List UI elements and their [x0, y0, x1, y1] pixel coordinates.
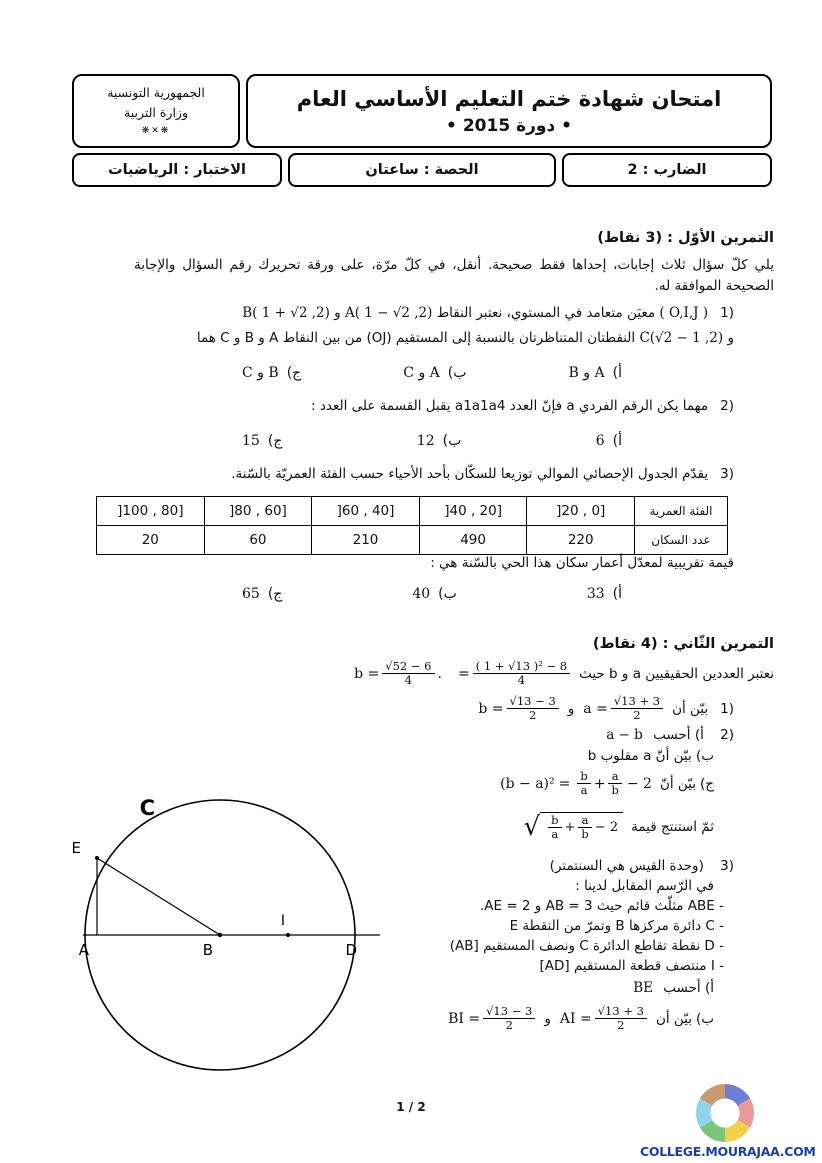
- cell-count-0: 220: [527, 526, 635, 555]
- ex2-q2c-plus: +: [593, 775, 606, 792]
- b-definition: b = $\frac{√52 - 6}{4}$ .: [354, 659, 442, 688]
- geometry-diagram: [55, 775, 385, 1085]
- ex2-q2b-label: ب): [696, 748, 714, 764]
- ex2-q2c-f1-den: a: [580, 783, 588, 798]
- ex2-q2c-minus2: − 2: [626, 775, 652, 792]
- q1-number: 1): [720, 305, 734, 321]
- cell-count-3: 60: [204, 526, 312, 555]
- ex2-q2c-f1-num: b: [580, 769, 588, 783]
- q1-conj-2: و: [727, 330, 734, 346]
- exercise1-q3-line: [231, 466, 734, 482]
- exercise2-intro-text: نعتبر العددين الحقيقيين a و b حيث: [579, 665, 774, 682]
- ex2-q3-unit-note: (وحدة القيس هي السنتمتر): [549, 858, 704, 874]
- q3-option-c[interactable]: ج)65: [242, 586, 283, 602]
- ex2-q3a-expr: BE: [633, 980, 653, 996]
- ex2-q1-text: بيّن أن: [672, 700, 709, 717]
- cell-class-4: [80 , 100[: [97, 497, 205, 526]
- ex2-q2c-eq: =: [558, 775, 571, 792]
- exercise1-q3-options: [242, 586, 622, 602]
- row-header-age-class: الفئة العمرية: [635, 497, 728, 526]
- ex2-q3-bullet-1: - C دائرة مركزها B وتمرّ من النقطة E: [509, 918, 724, 934]
- exercise2-q3-lead: في الرّسم المقابل لدينا :: [575, 878, 714, 894]
- sqrt-icon: √: [523, 811, 541, 842]
- statistics-table: [96, 496, 728, 555]
- exercise1-q1-line2: [197, 330, 734, 346]
- exercise2-q2-c-line: [500, 770, 714, 798]
- exercise1-instructions: يلي كلّ سؤال ثلاث إجابات، إحداها فقط صحيحة. أنقل، في كلّ مرّة، على ورقة تحريرك رقم السؤال والإجابة الصحيحة الموافقة له.: [134, 257, 774, 294]
- site-url-label: COLLEGE.MOURAJAA.COM: [640, 1144, 816, 1159]
- ex2-q2d-f1-num: b: [551, 813, 559, 827]
- ex2-q1-a-value: a = $\frac{√13 + 3}{2}$: [580, 695, 666, 723]
- ex2-q3b-BI-num: √13 − 3: [486, 1004, 533, 1018]
- table-row-classes: [97, 497, 728, 526]
- ex2-q3b-label: ب): [696, 1010, 714, 1027]
- coefficient-box: الضارب : 2: [562, 153, 772, 187]
- ex2-q3-a-line: [633, 980, 714, 996]
- ex2-q2d-text: ثمّ استنتج قيمة: [631, 818, 714, 835]
- cell-count-4: 20: [97, 526, 205, 555]
- q2-number: 2): [720, 398, 734, 414]
- ex2-q3b-AI-num: √13 + 3: [597, 1004, 644, 1018]
- logo-ring-icon: [640, 1082, 810, 1144]
- cell-count-1: 490: [419, 526, 527, 555]
- cell-class-2: [40 , 60[: [312, 497, 420, 526]
- ex2-q2c-f2-num: a: [611, 769, 619, 783]
- ex2-q3-bullet-3: - I منتصف قطعة المستقيم [AD]: [539, 958, 724, 974]
- ex2-q3b-BI: [445, 1005, 538, 1033]
- ex2-q1-b-value: b = $\frac{√13 - 3}{2}$: [475, 695, 561, 723]
- label-point-E: E: [71, 839, 81, 857]
- exam-title-box: [246, 74, 772, 148]
- row-header-population: عدد السكان: [635, 526, 728, 555]
- ex2-q3b-AI-den: 2: [617, 1018, 625, 1033]
- subject-box: الاختبار : الرياضيات: [72, 153, 282, 187]
- q1-basis: ( O,I,J ): [659, 305, 709, 321]
- ministry-stars-icon: ❋✕❋: [141, 126, 171, 137]
- q1-point-a: A( 1 − √2 ,2): [344, 305, 433, 321]
- ex2-q2a-expr: a − b: [606, 727, 643, 743]
- ex2-q3-bullet-0: - ABE مثلّث قائم حيث AB = 3 و AE = 2.: [479, 898, 724, 914]
- page-number: 1 / 2: [396, 1100, 426, 1114]
- exercise2-title: التمرين الثّاني : (4 نقاط): [592, 636, 774, 652]
- q2-option-b[interactable]: ب)12: [416, 433, 462, 449]
- label-point-B: B: [202, 941, 213, 959]
- point-B-dot: [218, 933, 222, 937]
- ex2-q3b-conj: و: [544, 1010, 551, 1027]
- ex2-q2c-left: (b − a)²: [500, 775, 555, 792]
- q1-text-a: معيَن متعامد في المستوي، نعتبر النقاط: [436, 305, 656, 321]
- ex2-q2d-sqrt: [524, 812, 624, 842]
- b-def-num: √52 − 6: [385, 659, 432, 673]
- ex2-q3b-BI-den: 2: [505, 1018, 513, 1033]
- ex2-q2c-equation: [500, 770, 652, 798]
- exercise2-q2-a-line: [606, 727, 734, 743]
- ex2-q3b-AI-label: AI =: [559, 1010, 592, 1027]
- exercise2-intro-line: [347, 660, 774, 688]
- cell-count-2: 210: [312, 526, 420, 555]
- label-point-A: A: [78, 941, 89, 959]
- cell-class-3: [60 , 80[: [204, 497, 312, 526]
- exam-title-line1: امتحان شهادة ختم التعليم الأساسي العام: [296, 86, 722, 111]
- ex2-q2a-text: أحسب: [653, 727, 691, 743]
- point-I-dot: [286, 933, 290, 937]
- ex2-q1-a-num: √13 + 3: [613, 694, 661, 708]
- q3-option-a[interactable]: أ)33: [586, 586, 622, 602]
- geometry-svg: [55, 775, 385, 1085]
- exercise1-q1-line1: [242, 305, 734, 321]
- ex2-q2b-text: بيّن أنّ a مقلوب b: [587, 748, 692, 764]
- ex2-q3-number: 3): [720, 858, 734, 874]
- q1-text-b: النقطتان المتناظرتان بالنسبة إلى المستقيم (OJ) من بين النقاط A و B و C هما: [196, 330, 636, 346]
- ex2-q1-number: 1): [720, 700, 734, 717]
- statistics-table-wrap: [96, 496, 728, 555]
- cell-class-0: [0 , 20[: [527, 497, 635, 526]
- ex2-q2d-plus: +: [564, 820, 576, 836]
- ministry-box: [72, 74, 240, 148]
- ex2-q2d-f1-den: a: [551, 827, 559, 842]
- ex2-q2a-label: أ): [694, 727, 704, 743]
- ministry-label: وزارة التربية: [124, 105, 189, 121]
- ex2-q3a-text: أحسب: [663, 980, 701, 996]
- q3-text: يقدّم الجدول الإحصائي الموالي توزيعا للسكّان بأحد الأحياء حسب الفئة العمريّة بالسّنة.: [231, 466, 709, 482]
- q1-point-b: B( 1 + √2 ,2): [242, 305, 330, 321]
- header-top-row: [72, 74, 772, 148]
- exercise1-q1-options: [242, 365, 622, 381]
- ex2-q3-bullet-2: - D نقطة تقاطع الدائرة C ونصف المستقيم [AB): [449, 938, 724, 954]
- ex2-q3b-text: بيّن أن: [655, 1010, 693, 1027]
- duration-box: الحصة : ساعتان: [288, 153, 556, 187]
- q2-text: مهما يكن الرقم الفردي a فإنّ العدد a1a1a4 يقبل القسمة على العدد :: [311, 398, 709, 414]
- exercise2-q2-d-line: [522, 812, 714, 842]
- cell-class-1: [20 , 40[: [419, 497, 527, 526]
- ex2-q2-number: 2): [720, 727, 734, 743]
- ex2-q2d-minus2: − 2: [594, 820, 619, 836]
- site-logo: [640, 1082, 816, 1160]
- q2-option-a[interactable]: أ)6: [595, 433, 622, 449]
- ex2-q1-conj: و: [567, 700, 575, 717]
- a-def-den: 4: [517, 673, 526, 688]
- q1-option-c[interactable]: ج)B و C: [242, 365, 302, 381]
- q2-option-c[interactable]: ج)15: [242, 433, 283, 449]
- ex2-q2d-f2-den: b: [581, 827, 589, 842]
- exercise2-q1-line: [469, 695, 734, 723]
- a-def-num: ( 1 + √13 )² − 8: [475, 659, 568, 673]
- q1-option-a[interactable]: أ)A و B: [568, 365, 622, 381]
- label-circle-C: C: [139, 796, 155, 820]
- exam-header: [72, 74, 772, 187]
- segment-EB: [97, 858, 220, 935]
- exercise1-q2-options: [242, 433, 622, 449]
- exercise1-q2-line: [311, 398, 734, 414]
- label-point-D: D: [345, 941, 357, 959]
- point-E-dot: [95, 856, 99, 860]
- q3-option-b[interactable]: ب)40: [412, 586, 457, 602]
- ex2-q1-a-den: 2: [633, 708, 641, 723]
- ex2-q2c-text: بيّن أنّ: [659, 775, 697, 792]
- ex2-q1-b-num: √13 − 3: [509, 694, 556, 708]
- q1-point-c: C(√2 − 1 ,2): [639, 330, 724, 346]
- exercise2-q3-line: [550, 858, 734, 874]
- republic-label: الجمهورية التونسية: [107, 85, 205, 101]
- ex2-q2c-f2-den: b: [611, 783, 619, 798]
- a-definition: = $\frac{\text{( 1 + √13 )² − 8}}{4}$: [455, 660, 573, 688]
- label-point-I: I: [280, 913, 285, 929]
- q1-option-b[interactable]: ب)A و C: [403, 365, 467, 381]
- ex2-q3a-label: أ): [704, 980, 714, 996]
- table-row-counts: [97, 526, 728, 555]
- exercise1-q3-subtext: قيمة تقريبية لمعدّل أعمار سكان هذا الحي بالسّنة هي :: [430, 555, 734, 571]
- ex2-q3b-BI-label: BI =: [448, 1010, 481, 1027]
- ex2-q2c-label: ج): [700, 775, 714, 792]
- ex2-q3-b-line: [439, 1005, 714, 1033]
- header-bottom-row: [72, 153, 772, 187]
- exam-session-line: • دورة 2015 •: [446, 116, 572, 137]
- exercise1-title: التمرين الأوّل : (3 نقاط): [597, 230, 774, 246]
- ex2-q3b-AI: [557, 1005, 650, 1033]
- q1-conj-1: و: [334, 305, 341, 321]
- exercise2-q2-b-line: [588, 748, 714, 764]
- q3-number: 3): [720, 466, 734, 482]
- b-def-den: 4: [404, 673, 413, 688]
- ex2-q2d-f2-num: a: [581, 813, 589, 827]
- ex2-q1-b-den: 2: [528, 708, 537, 723]
